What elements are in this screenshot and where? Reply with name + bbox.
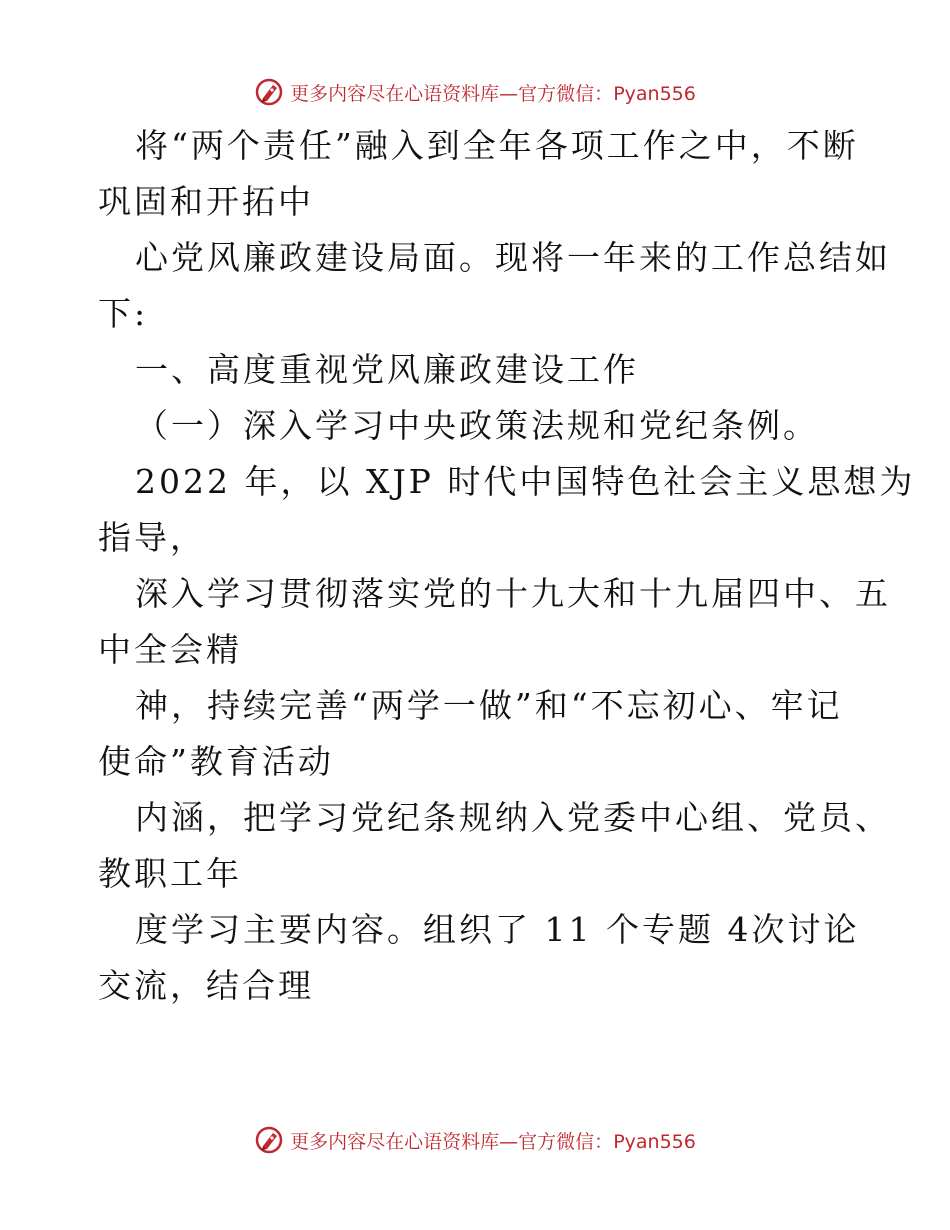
paragraph-line: 内涵，把学习党纪条规纳入党委中心组、党员、 <box>135 798 891 837</box>
watermark-sub-text: 官方微信： <box>518 82 614 105</box>
watermark-text <box>290 79 696 106</box>
pen-nib-circle-icon <box>254 1125 284 1155</box>
paragraph-line: 将“两个责任”融入到全年各项工作之中，不断 <box>135 126 859 165</box>
paragraph-line: 神，持续完善“两学一做”和“不忘初心、牢记 <box>135 686 843 725</box>
paragraph-line: 深入学习贯彻落实党的十九大和十九届四中、五 <box>135 574 891 613</box>
paragraph-line: 中全会精 <box>98 630 242 669</box>
paragraph-line: 使命”教育活动 <box>98 742 334 781</box>
watermark-wechat-id: Pyan556 <box>613 82 696 105</box>
footer-watermark <box>0 1120 950 1160</box>
watermark-sub-text: 官方微信： <box>518 1130 614 1153</box>
paragraph-line: 下: <box>98 294 149 333</box>
watermark-text <box>290 1127 696 1154</box>
watermark-separator: — <box>499 82 519 105</box>
section-heading: 一、高度重视党风廉政建设工作 <box>135 350 639 389</box>
watermark-wechat-id: Pyan556 <box>613 1130 696 1153</box>
watermark-separator: — <box>499 1130 519 1153</box>
paragraph-line: 心党风廉政建设局面。现将一年来的工作总结如 <box>135 238 891 277</box>
header-watermark <box>0 72 950 112</box>
watermark-main-text: 更多内容尽在心语资料库 <box>290 82 500 105</box>
paragraph-line: 教职工年 <box>98 854 242 893</box>
document-body <box>98 118 916 1014</box>
paragraph-line: 度学习主要内容。组织了 11 个专题 4次讨论 <box>135 910 860 949</box>
pen-nib-circle-icon <box>254 77 284 107</box>
watermark-main-text: 更多内容尽在心语资料库 <box>290 1130 500 1153</box>
paragraph-line: 交流，结合理 <box>98 966 314 1005</box>
paragraph-line: 指导， <box>98 518 206 557</box>
paragraph-line: 巩固和开拓中 <box>98 182 314 221</box>
subsection-heading: （一）深入学习中央政策法规和党纪条例。 <box>135 406 819 445</box>
paragraph-line: 2022 年，以 XJP 时代中国特色社会主义思想为 <box>135 462 916 501</box>
